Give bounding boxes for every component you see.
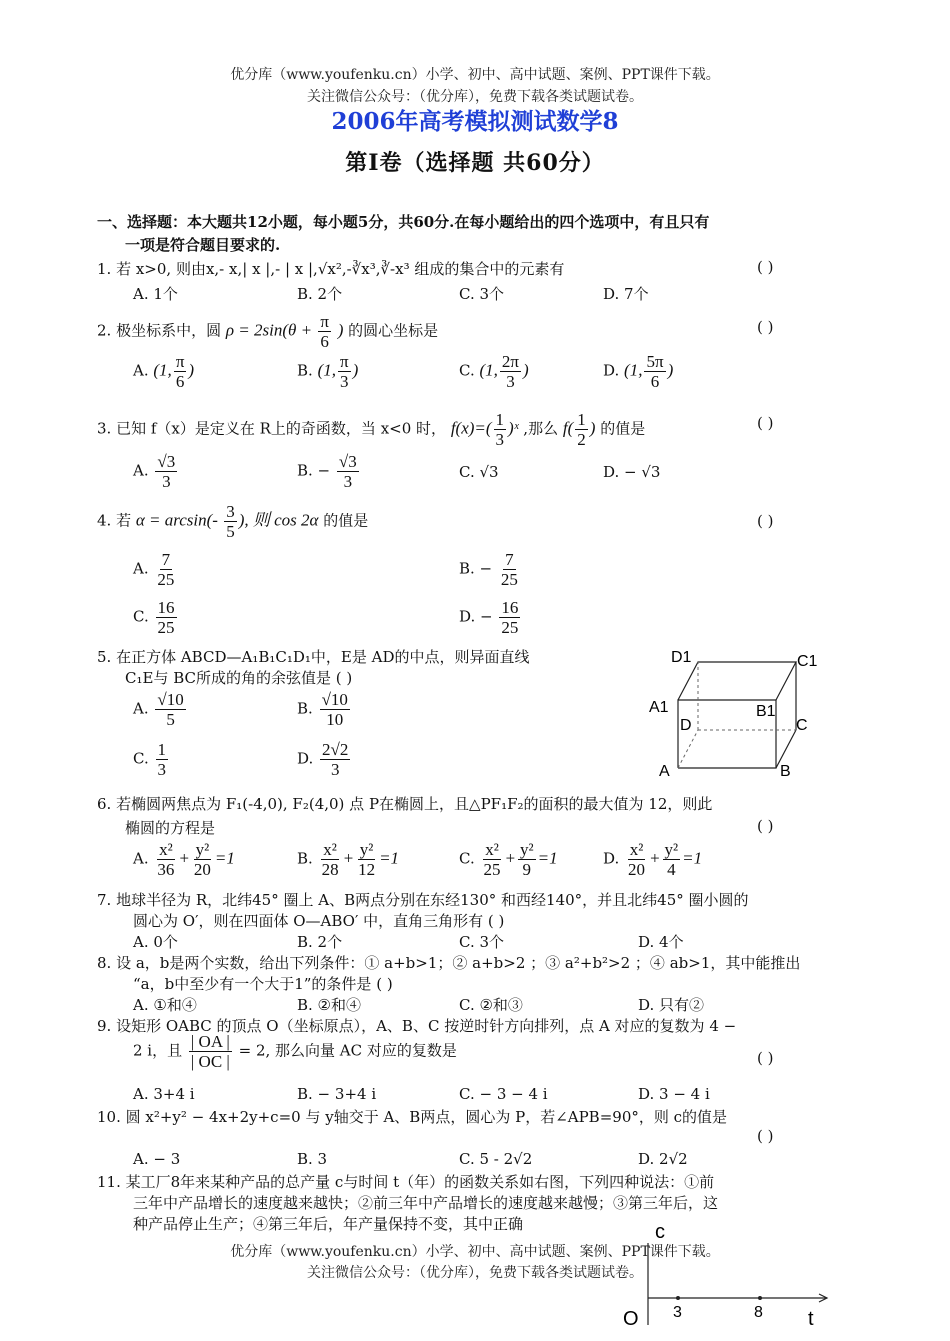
q9-frac-oc: | OC | xyxy=(190,1052,230,1071)
q3-option-c: C. √3 xyxy=(459,463,499,481)
q2-option-a-pre: (1, xyxy=(153,360,172,380)
cube-label-d: D xyxy=(680,717,692,734)
q7-option-c: C. 3个 xyxy=(459,933,505,951)
q6-option-a-den2: 20 xyxy=(193,860,211,879)
q7-option-b: B. 2个 xyxy=(297,933,343,951)
q3-stem-prefix: 3. 已知 f（x）是定义在 R上的奇函数，当 x<0 时， xyxy=(97,419,447,438)
q6-option-c-x2: x² xyxy=(485,840,499,859)
q3-option-d: D. − √3 xyxy=(603,463,661,481)
cube-label-a1: A1 xyxy=(649,699,669,716)
q2-formula: ρ = 2sin(θ + xyxy=(225,320,317,340)
q5-option-d-num: 2√2 xyxy=(322,740,349,759)
q6-option-c-eq: =1 xyxy=(537,848,558,868)
q4-option-c-num: 16 xyxy=(157,598,175,617)
q2-fraction xyxy=(318,312,331,351)
q1-stem: 1. 若 x>0, 则由x,- x,| x |,- | x |,√x²,-∛x³,∛-x³ 组成的集合中的元素有 xyxy=(97,260,565,278)
footer-line-2: 关注微信公众号：（优分库），免费下载各类试题试卷。 xyxy=(307,1265,643,1281)
q6-option-d-letter: D. xyxy=(603,849,620,868)
q3-stem-mid: ,那么 xyxy=(523,419,559,438)
q2-option-a-num: π xyxy=(175,352,185,371)
q6-option-b-y2: y² xyxy=(359,840,374,859)
graph-tick-8 xyxy=(758,1296,762,1300)
q6-option-a-x2: x² xyxy=(159,840,173,859)
q10-option-a: A. − 3 xyxy=(133,1150,181,1168)
q11-stem-line-1: 11. 某工厂8年来某种产品的总产量 c与时间 t（年）的函数关系如右图，下列四种说法：①前 xyxy=(97,1173,715,1191)
q4-option-d xyxy=(459,598,522,637)
q4-formula-b: ), 则 cos 2α xyxy=(238,510,319,530)
q5-option-a xyxy=(133,690,188,729)
q4-option-c xyxy=(133,598,179,637)
q1-answer-paren: ( ) xyxy=(757,258,774,276)
q3-option-b-den: 3 xyxy=(343,472,353,491)
q6-stem-line-2: 椭圆的方程是 xyxy=(125,819,216,837)
q5-option-d-letter: D. xyxy=(297,749,314,768)
q5-option-a-den: 5 xyxy=(166,710,175,729)
cube-figure xyxy=(640,640,840,785)
q6-option-b xyxy=(297,840,399,879)
graph-label-origin: O xyxy=(623,1308,639,1330)
q3-option-a-letter: A. xyxy=(133,461,149,480)
q3-fx: f(x)=( xyxy=(450,418,492,438)
q2-option-c-num: 2π xyxy=(501,352,520,371)
q6-option-a-eq: =1 xyxy=(214,848,235,868)
q6-option-a-letter: A. xyxy=(133,849,149,868)
graph-label-c: c xyxy=(655,1221,665,1243)
cube-label-a: A xyxy=(659,763,670,780)
q1-option-d: D. 7个 xyxy=(603,285,649,303)
cube-label-c: C xyxy=(796,717,808,734)
q6-option-a-plus: + xyxy=(178,848,190,868)
q3-option-b-num: √3 xyxy=(338,452,357,471)
q9-frac-oa: | OA | xyxy=(190,1032,230,1051)
q10-stem-line-1: 10. 圆 x²+y² − 4x+2y+c=0 与 y轴交于 A、B两点，圆心为 P，若∠APB=90°，则 c的值是 xyxy=(97,1108,728,1126)
q9-stem-suffix: = 2, 那么向量 AC 对应的复数是 xyxy=(238,1041,457,1060)
q2-stem xyxy=(97,312,438,351)
q3-frac-num: 1 xyxy=(495,410,505,429)
cube-hidden-edge-a-d xyxy=(678,730,698,768)
q4-stem-suffix: 的值是 xyxy=(323,511,369,530)
q5-option-b xyxy=(297,690,352,729)
q2-option-b-pre: (1, xyxy=(317,360,336,380)
q2-stem-suffix: 的圆心坐标是 xyxy=(348,321,439,340)
q4-option-d-den: 25 xyxy=(501,618,519,637)
q7-option-d: D. 4个 xyxy=(638,933,684,951)
q8-option-b: B. ②和④ xyxy=(297,996,362,1014)
cube-label-d1: D1 xyxy=(671,649,692,666)
q2-option-b xyxy=(297,352,358,391)
q9-option-a: A. 3+4 i xyxy=(133,1085,195,1103)
q2-option-a-den: 6 xyxy=(175,372,185,391)
q3-stem xyxy=(97,410,645,449)
q2-option-b-num: π xyxy=(340,352,349,371)
q4-stem xyxy=(97,502,368,541)
q9-option-c: C. − 3 − 4 i xyxy=(459,1085,548,1103)
q9-stem-line-2 xyxy=(133,1032,457,1071)
q3-option-a xyxy=(133,452,179,491)
cube-label-b: B xyxy=(780,763,791,780)
q6-option-c-den2: 9 xyxy=(522,860,532,879)
graph-tick-3 xyxy=(676,1296,680,1300)
q3-half-den: 2 xyxy=(577,430,586,449)
q1-option-c: C. 3个 xyxy=(459,285,505,303)
q11-stem-line-2: 三年中产品增长的速度越来越快；②前三年中产品增长的速度越来越慢；③第三年后，这 xyxy=(133,1194,719,1212)
q6-stem-line-1: 6. 若椭圆两焦点为 F₁(-4,0), F₂(4,0) 点 P在椭圆上，且△PF₁F₂的面积的最大值为 12，则此 xyxy=(97,795,713,813)
graph-label-3: 3 xyxy=(673,1304,682,1321)
q2-option-c-pre: (1, xyxy=(479,360,498,380)
q1-option-a: A. 1个 xyxy=(133,285,178,303)
q3-close: ) xyxy=(589,418,596,438)
q3-f-half: f( xyxy=(562,418,574,438)
q6-option-c-y2: y² xyxy=(519,840,534,859)
q2-option-d-letter: D. xyxy=(603,361,620,380)
q6-option-d-x2: x² xyxy=(629,840,644,859)
q4-frac-den: 5 xyxy=(226,522,235,541)
header-line-2: 关注微信公众号：（优分库），免费下载各类试题试卷。 xyxy=(307,89,643,105)
q9-option-b: B. − 3+4 i xyxy=(297,1085,377,1103)
q7-stem-line-2: 圆心为 O′，则在四面体 O—ABO′ 中，直角三角形有 ( ) xyxy=(133,912,505,930)
cube-label-c1: C1 xyxy=(797,653,818,670)
header-line-1: 优分库（www.youfenku.cn）小学、初中、高中试题、案例、PPT课件下载。 xyxy=(230,67,720,83)
q3-sup: )ˣ xyxy=(508,418,519,438)
q5-option-b-den: 10 xyxy=(326,710,344,729)
cube-top-face xyxy=(678,662,796,700)
q3-half-num: 1 xyxy=(577,410,586,429)
q2-option-c-post: ) xyxy=(523,360,529,380)
q6-option-a xyxy=(133,840,235,879)
q2-option-b-post: ) xyxy=(352,360,359,380)
q8-stem-line-1: 8. 设 a，b是两个实数，给出下列条件：① a+b>1；② a+b>2 ；③ a²+b²>2 ；④ ab>1，其中能推出 xyxy=(97,954,801,972)
q8-stem-line-2: “a，b中至少有一个大于1”的条件是 ( ) xyxy=(133,975,393,993)
q2-answer-paren: ( ) xyxy=(757,318,774,336)
q6-option-d-den1: 20 xyxy=(628,860,646,879)
q2-option-d-num: 5π xyxy=(646,352,664,371)
q6-option-b-x2: x² xyxy=(323,840,337,859)
q8-option-c: C. ②和③ xyxy=(459,996,523,1014)
q8-option-d: D. 只有② xyxy=(638,996,705,1014)
q6-option-b-den2: 12 xyxy=(358,860,376,879)
q5-option-d-den: 3 xyxy=(330,760,340,779)
q6-option-b-eq: =1 xyxy=(379,848,400,868)
q5-option-b-num: √10 xyxy=(321,690,348,709)
q4-option-d-num: 16 xyxy=(501,598,519,617)
q2-frac-den: 6 xyxy=(320,332,329,351)
q6-option-b-den1: 28 xyxy=(321,860,339,879)
q9-answer-paren: ( ) xyxy=(757,1049,774,1067)
q3-answer-paren: ( ) xyxy=(757,414,774,432)
q10-option-b: B. 3 xyxy=(297,1150,328,1168)
q5-option-d xyxy=(297,740,352,779)
q6-option-d-y2: y² xyxy=(664,840,679,859)
q9-stem-prefix: 2 i，且 xyxy=(133,1041,183,1060)
q2-option-d-pre: (1, xyxy=(624,360,643,380)
q3-option-a-num: √3 xyxy=(157,452,176,471)
q5-option-c-den: 3 xyxy=(157,760,166,779)
cube-label-b1: B1 xyxy=(756,703,776,720)
q2-option-d-post: ) xyxy=(667,360,674,380)
q4-formula-a: α = arcsin(- xyxy=(135,510,223,530)
q10-option-c: C. 5 - 2√2 xyxy=(459,1150,533,1168)
q6-option-a-y2: y² xyxy=(195,840,210,859)
q6-option-d-eq: =1 xyxy=(682,848,703,868)
q4-option-b-den: 25 xyxy=(500,570,518,589)
q10-answer-paren: ( ) xyxy=(757,1127,774,1145)
q4-option-b-num: 7 xyxy=(505,550,514,569)
q2-option-a xyxy=(133,352,194,391)
q8-option-a: A. ①和④ xyxy=(133,996,197,1014)
q10-option-d: D. 2√2 xyxy=(638,1150,688,1168)
q2-option-c-den: 3 xyxy=(506,372,515,391)
q6-option-b-letter: B. xyxy=(297,849,313,868)
q9-stem-line-1: 9. 设矩形 OABC 的顶点 O（坐标原点），A、B、C 按逆时针方向排列，点 A 对应的复数为 4 − xyxy=(97,1017,737,1035)
q3-option-b xyxy=(297,452,361,491)
q4-option-a-den: 25 xyxy=(157,570,175,589)
q5-stem-line-2: C₁E与 BC所成的角的余弦值是 ( ) xyxy=(125,669,353,687)
q3-option-b-letter: B. − xyxy=(297,461,331,480)
section-heading-line-2: 一项是符合题目要求的. xyxy=(125,236,281,254)
q4-option-c-letter: C. xyxy=(133,607,149,626)
page-subtitle: 第Ⅰ卷（选择题 共60分） xyxy=(345,150,605,176)
q5-option-c-num: 1 xyxy=(157,740,166,759)
q6-option-d xyxy=(603,840,702,879)
q6-option-b-plus: + xyxy=(342,848,355,868)
q4-stem-prefix: 4. 若 xyxy=(97,511,132,530)
q7-option-a: A. 0个 xyxy=(133,933,178,951)
q4-option-d-letter: D. − xyxy=(459,607,493,626)
q2-close: ) xyxy=(337,320,344,340)
page-title: 2006年高考模拟测试数学8 xyxy=(331,108,619,135)
q4-option-b xyxy=(459,550,522,589)
q5-stem-line-1: 5. 在正方体 ABCD—A₁B₁C₁D₁中，E是 AD的中点，则异面直线 xyxy=(97,648,530,666)
q6-option-d-den2: 4 xyxy=(667,860,676,879)
graph-label-t: t xyxy=(808,1308,814,1330)
q3-stem-suffix: 的值是 xyxy=(600,419,646,438)
q2-option-c-letter: C. xyxy=(459,361,475,380)
q3-option-a-den: 3 xyxy=(162,472,171,491)
q11-stem-line-3: 种产品停止生产；④第三年后，年产量保持不变，其中正确 xyxy=(133,1215,524,1233)
q9-option-d: D. 3 − 4 i xyxy=(638,1085,710,1103)
q4-answer-paren: ( ) xyxy=(757,512,774,530)
q6-option-c-letter: C. xyxy=(459,849,475,868)
q1-option-b: B. 2个 xyxy=(297,285,343,303)
footer-line-1: 优分库（www.youfenku.cn）小学、初中、高中试题、案例、PPT课件下载。 xyxy=(230,1244,720,1260)
q5-option-c xyxy=(133,740,170,779)
q2-stem-prefix: 2. 极坐标系中，圆 xyxy=(97,321,222,340)
q4-option-a-letter: A. xyxy=(133,559,149,578)
q6-answer-paren: ( ) xyxy=(757,817,774,835)
q2-option-d-den: 6 xyxy=(650,372,660,391)
q6-option-c-plus: + xyxy=(504,848,516,868)
q4-option-a xyxy=(133,550,178,589)
q2-option-c xyxy=(459,352,529,391)
q4-option-a-num: 7 xyxy=(161,550,171,569)
q7-stem-line-1: 7. 地球半径为 R，北纬45° 圈上 A、B两点分别在东经130° 和西经140°，并且北纬45° 圈小圆的 xyxy=(97,891,749,909)
q6-option-c xyxy=(459,840,558,879)
q6-option-c-den1: 25 xyxy=(483,860,501,879)
section-heading-line-1: 一、选择题：本大题共12小题，每小题5分，共60分.在每小题给出的四个选项中，有且只有 xyxy=(97,213,710,231)
q2-option-b-letter: B. xyxy=(297,361,313,380)
q2-option-a-letter: A. xyxy=(133,361,149,380)
q5-option-b-letter: B. xyxy=(297,699,313,718)
q4-option-c-den: 25 xyxy=(157,618,175,637)
q2-option-a-post: ) xyxy=(188,360,195,380)
q2-frac-num: π xyxy=(320,312,329,331)
graph-label-8: 8 xyxy=(754,1304,763,1321)
q3-frac-den: 3 xyxy=(495,430,505,449)
q5-option-a-letter: A. xyxy=(133,699,149,718)
q6-option-d-plus: + xyxy=(649,848,661,868)
production-graph xyxy=(615,1215,835,1339)
q2-option-b-den: 3 xyxy=(340,372,349,391)
q4-frac-num: 3 xyxy=(226,502,235,521)
q5-option-c-letter: C. xyxy=(133,749,149,768)
q6-option-a-den1: 36 xyxy=(157,860,175,879)
q4-option-b-letter: B. − xyxy=(459,559,493,578)
q5-option-a-num: √10 xyxy=(157,690,184,709)
q2-option-d xyxy=(603,352,673,391)
